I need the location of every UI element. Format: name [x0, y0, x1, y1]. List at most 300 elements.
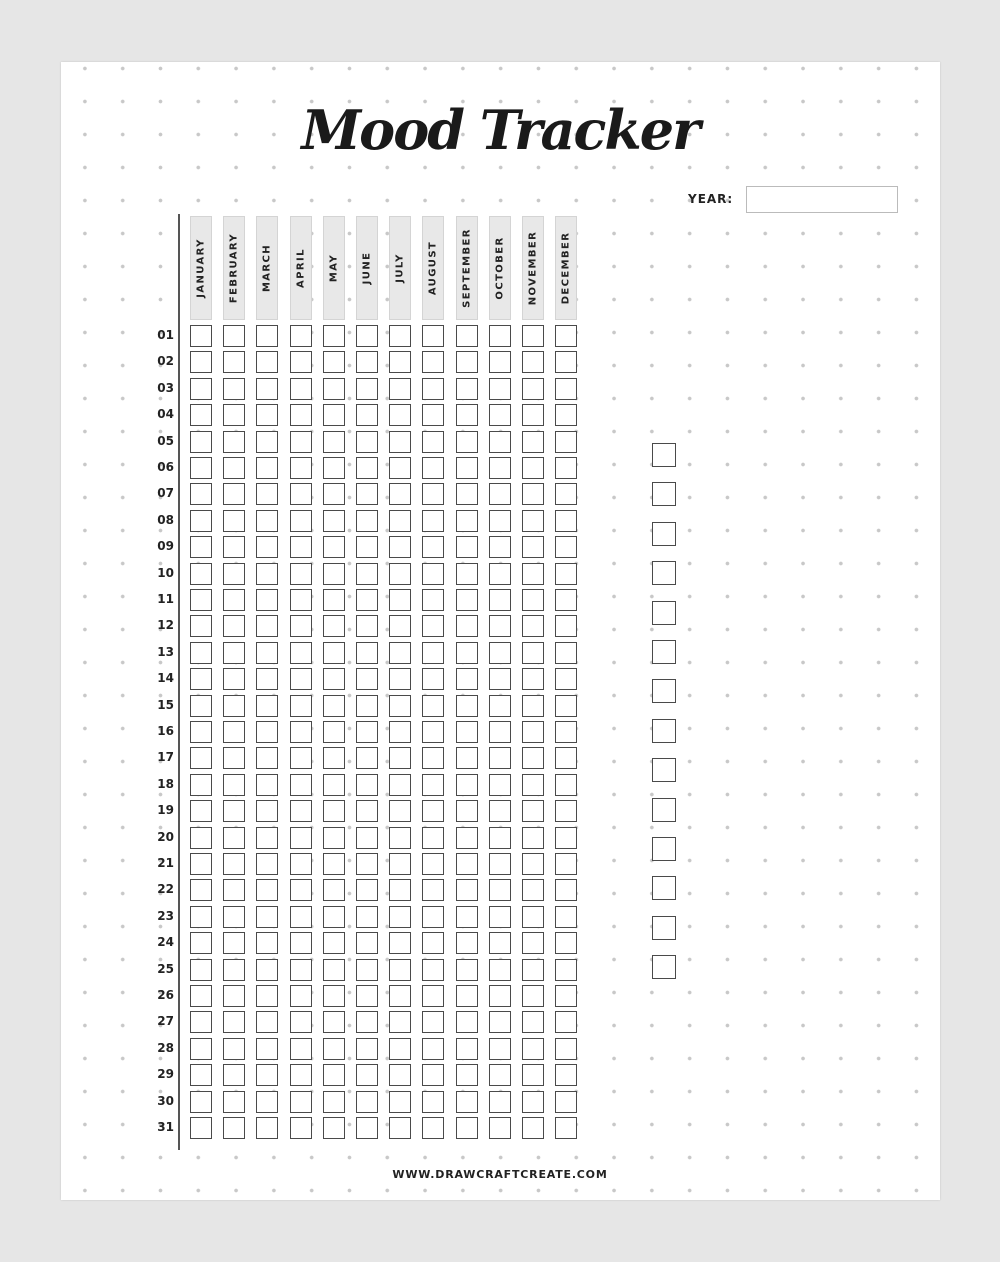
- mood-checkbox[interactable]: [422, 827, 444, 849]
- mood-checkbox[interactable]: [389, 932, 411, 954]
- mood-checkbox[interactable]: [323, 536, 345, 558]
- mood-checkbox[interactable]: [356, 615, 378, 637]
- mood-checkbox[interactable]: [456, 853, 478, 875]
- mood-checkbox[interactable]: [422, 906, 444, 928]
- mood-checkbox[interactable]: [223, 510, 245, 532]
- mood-checkbox[interactable]: [190, 853, 212, 875]
- mood-checkbox[interactable]: [223, 1117, 245, 1139]
- mood-checkbox[interactable]: [256, 378, 278, 400]
- mood-checkbox[interactable]: [356, 853, 378, 875]
- mood-checkbox[interactable]: [190, 325, 212, 347]
- mood-checkbox[interactable]: [489, 510, 511, 532]
- mood-checkbox[interactable]: [555, 853, 577, 875]
- mood-checkbox[interactable]: [555, 959, 577, 981]
- mood-checkbox[interactable]: [456, 510, 478, 532]
- mood-checkbox[interactable]: [290, 642, 312, 664]
- mood-checkbox[interactable]: [290, 457, 312, 479]
- mood-checkbox[interactable]: [555, 906, 577, 928]
- mood-checkbox[interactable]: [389, 827, 411, 849]
- mood-checkbox[interactable]: [290, 1064, 312, 1086]
- mood-checkbox[interactable]: [555, 378, 577, 400]
- mood-checkbox[interactable]: [256, 642, 278, 664]
- mood-checkbox[interactable]: [422, 774, 444, 796]
- mood-checkbox[interactable]: [190, 906, 212, 928]
- mood-checkbox[interactable]: [356, 1038, 378, 1060]
- mood-checkbox[interactable]: [256, 853, 278, 875]
- mood-checkbox[interactable]: [389, 1038, 411, 1060]
- mood-checkbox[interactable]: [389, 1091, 411, 1113]
- mood-checkbox[interactable]: [422, 457, 444, 479]
- mood-checkbox[interactable]: [290, 1011, 312, 1033]
- mood-checkbox[interactable]: [190, 879, 212, 901]
- mood-checkbox[interactable]: [190, 932, 212, 954]
- mood-checkbox[interactable]: [489, 325, 511, 347]
- mood-checkbox[interactable]: [422, 483, 444, 505]
- mood-checkbox[interactable]: [422, 563, 444, 585]
- mood-checkbox[interactable]: [356, 642, 378, 664]
- mood-checkbox[interactable]: [223, 985, 245, 1007]
- mood-checkbox[interactable]: [356, 879, 378, 901]
- legend-color-box[interactable]: [652, 798, 676, 822]
- mood-checkbox[interactable]: [256, 1011, 278, 1033]
- mood-checkbox[interactable]: [190, 378, 212, 400]
- mood-checkbox[interactable]: [456, 1011, 478, 1033]
- mood-checkbox[interactable]: [256, 510, 278, 532]
- mood-checkbox[interactable]: [256, 1091, 278, 1113]
- mood-checkbox[interactable]: [223, 721, 245, 743]
- mood-checkbox[interactable]: [456, 431, 478, 453]
- mood-checkbox[interactable]: [422, 351, 444, 373]
- mood-checkbox[interactable]: [422, 853, 444, 875]
- mood-checkbox[interactable]: [456, 959, 478, 981]
- legend-color-box[interactable]: [652, 679, 676, 703]
- mood-checkbox[interactable]: [489, 879, 511, 901]
- mood-checkbox[interactable]: [555, 457, 577, 479]
- mood-checkbox[interactable]: [190, 668, 212, 690]
- mood-checkbox[interactable]: [323, 378, 345, 400]
- mood-checkbox[interactable]: [456, 1091, 478, 1113]
- mood-checkbox[interactable]: [223, 747, 245, 769]
- mood-checkbox[interactable]: [323, 800, 345, 822]
- mood-checkbox[interactable]: [323, 879, 345, 901]
- mood-checkbox[interactable]: [223, 932, 245, 954]
- legend-color-box[interactable]: [652, 916, 676, 940]
- mood-checkbox[interactable]: [389, 563, 411, 585]
- mood-checkbox[interactable]: [356, 932, 378, 954]
- mood-checkbox[interactable]: [323, 1038, 345, 1060]
- mood-checkbox[interactable]: [190, 695, 212, 717]
- mood-checkbox[interactable]: [522, 1091, 544, 1113]
- mood-checkbox[interactable]: [256, 589, 278, 611]
- mood-checkbox[interactable]: [223, 1038, 245, 1060]
- mood-checkbox[interactable]: [422, 1011, 444, 1033]
- mood-checkbox[interactable]: [356, 536, 378, 558]
- mood-checkbox[interactable]: [190, 457, 212, 479]
- mood-checkbox[interactable]: [522, 457, 544, 479]
- mood-checkbox[interactable]: [389, 642, 411, 664]
- mood-checkbox[interactable]: [356, 1117, 378, 1139]
- mood-checkbox[interactable]: [456, 668, 478, 690]
- mood-checkbox[interactable]: [290, 906, 312, 928]
- mood-checkbox[interactable]: [489, 483, 511, 505]
- mood-checkbox[interactable]: [356, 589, 378, 611]
- mood-checkbox[interactable]: [223, 906, 245, 928]
- mood-checkbox[interactable]: [256, 536, 278, 558]
- mood-checkbox[interactable]: [456, 1038, 478, 1060]
- mood-checkbox[interactable]: [323, 853, 345, 875]
- mood-checkbox[interactable]: [223, 589, 245, 611]
- mood-checkbox[interactable]: [522, 563, 544, 585]
- mood-checkbox[interactable]: [555, 1038, 577, 1060]
- mood-checkbox[interactable]: [555, 747, 577, 769]
- mood-checkbox[interactable]: [223, 800, 245, 822]
- mood-checkbox[interactable]: [356, 510, 378, 532]
- mood-checkbox[interactable]: [256, 721, 278, 743]
- mood-checkbox[interactable]: [522, 747, 544, 769]
- mood-checkbox[interactable]: [223, 959, 245, 981]
- mood-checkbox[interactable]: [223, 774, 245, 796]
- mood-checkbox[interactable]: [256, 404, 278, 426]
- mood-checkbox[interactable]: [389, 879, 411, 901]
- mood-checkbox[interactable]: [422, 1091, 444, 1113]
- mood-checkbox[interactable]: [522, 800, 544, 822]
- mood-checkbox[interactable]: [389, 615, 411, 637]
- mood-checkbox[interactable]: [422, 589, 444, 611]
- mood-checkbox[interactable]: [456, 1064, 478, 1086]
- mood-checkbox[interactable]: [323, 906, 345, 928]
- mood-checkbox[interactable]: [190, 1091, 212, 1113]
- mood-checkbox[interactable]: [223, 1064, 245, 1086]
- mood-checkbox[interactable]: [356, 695, 378, 717]
- mood-checkbox[interactable]: [389, 774, 411, 796]
- mood-checkbox[interactable]: [190, 721, 212, 743]
- mood-checkbox[interactable]: [555, 536, 577, 558]
- mood-checkbox[interactable]: [356, 800, 378, 822]
- mood-checkbox[interactable]: [522, 483, 544, 505]
- mood-checkbox[interactable]: [256, 827, 278, 849]
- mood-checkbox[interactable]: [555, 721, 577, 743]
- mood-checkbox[interactable]: [290, 879, 312, 901]
- mood-checkbox[interactable]: [223, 853, 245, 875]
- mood-checkbox[interactable]: [356, 721, 378, 743]
- mood-checkbox[interactable]: [356, 959, 378, 981]
- mood-checkbox[interactable]: [256, 1117, 278, 1139]
- mood-checkbox[interactable]: [356, 747, 378, 769]
- mood-checkbox[interactable]: [356, 668, 378, 690]
- mood-checkbox[interactable]: [223, 431, 245, 453]
- mood-checkbox[interactable]: [323, 457, 345, 479]
- mood-checkbox[interactable]: [456, 1117, 478, 1139]
- mood-checkbox[interactable]: [290, 932, 312, 954]
- mood-checkbox[interactable]: [389, 985, 411, 1007]
- mood-checkbox[interactable]: [223, 642, 245, 664]
- mood-checkbox[interactable]: [422, 985, 444, 1007]
- mood-checkbox[interactable]: [190, 563, 212, 585]
- mood-checkbox[interactable]: [356, 378, 378, 400]
- mood-checkbox[interactable]: [522, 695, 544, 717]
- mood-checkbox[interactable]: [323, 563, 345, 585]
- mood-checkbox[interactable]: [190, 1117, 212, 1139]
- legend-color-box[interactable]: [652, 876, 676, 900]
- mood-checkbox[interactable]: [190, 1038, 212, 1060]
- mood-checkbox[interactable]: [489, 1064, 511, 1086]
- mood-checkbox[interactable]: [489, 615, 511, 637]
- mood-checkbox[interactable]: [489, 695, 511, 717]
- mood-checkbox[interactable]: [323, 932, 345, 954]
- mood-checkbox[interactable]: [356, 774, 378, 796]
- mood-checkbox[interactable]: [522, 774, 544, 796]
- mood-checkbox[interactable]: [456, 879, 478, 901]
- mood-checkbox[interactable]: [356, 325, 378, 347]
- mood-checkbox[interactable]: [323, 431, 345, 453]
- mood-checkbox[interactable]: [256, 985, 278, 1007]
- mood-checkbox[interactable]: [489, 457, 511, 479]
- mood-checkbox[interactable]: [290, 1091, 312, 1113]
- mood-checkbox[interactable]: [290, 378, 312, 400]
- mood-checkbox[interactable]: [190, 483, 212, 505]
- mood-checkbox[interactable]: [489, 1011, 511, 1033]
- mood-checkbox[interactable]: [522, 510, 544, 532]
- mood-checkbox[interactable]: [190, 351, 212, 373]
- mood-checkbox[interactable]: [489, 1091, 511, 1113]
- mood-checkbox[interactable]: [223, 404, 245, 426]
- mood-checkbox[interactable]: [389, 351, 411, 373]
- mood-checkbox[interactable]: [323, 747, 345, 769]
- mood-checkbox[interactable]: [489, 668, 511, 690]
- mood-checkbox[interactable]: [555, 827, 577, 849]
- mood-checkbox[interactable]: [422, 325, 444, 347]
- mood-checkbox[interactable]: [555, 642, 577, 664]
- mood-checkbox[interactable]: [456, 774, 478, 796]
- mood-checkbox[interactable]: [190, 589, 212, 611]
- mood-checkbox[interactable]: [323, 1011, 345, 1033]
- mood-checkbox[interactable]: [456, 589, 478, 611]
- mood-checkbox[interactable]: [323, 1117, 345, 1139]
- mood-checkbox[interactable]: [422, 378, 444, 400]
- mood-checkbox[interactable]: [290, 959, 312, 981]
- mood-checkbox[interactable]: [522, 589, 544, 611]
- mood-checkbox[interactable]: [323, 642, 345, 664]
- mood-checkbox[interactable]: [555, 589, 577, 611]
- mood-checkbox[interactable]: [456, 906, 478, 928]
- mood-checkbox[interactable]: [290, 668, 312, 690]
- mood-checkbox[interactable]: [456, 747, 478, 769]
- mood-checkbox[interactable]: [290, 325, 312, 347]
- mood-checkbox[interactable]: [356, 404, 378, 426]
- mood-checkbox[interactable]: [223, 536, 245, 558]
- mood-checkbox[interactable]: [456, 483, 478, 505]
- mood-checkbox[interactable]: [256, 615, 278, 637]
- mood-checkbox[interactable]: [389, 589, 411, 611]
- mood-checkbox[interactable]: [456, 642, 478, 664]
- mood-checkbox[interactable]: [223, 1011, 245, 1033]
- mood-checkbox[interactable]: [389, 747, 411, 769]
- mood-checkbox[interactable]: [522, 378, 544, 400]
- mood-checkbox[interactable]: [290, 615, 312, 637]
- mood-checkbox[interactable]: [456, 378, 478, 400]
- mood-checkbox[interactable]: [522, 985, 544, 1007]
- mood-checkbox[interactable]: [422, 747, 444, 769]
- mood-checkbox[interactable]: [522, 853, 544, 875]
- mood-checkbox[interactable]: [356, 985, 378, 1007]
- mood-checkbox[interactable]: [489, 932, 511, 954]
- mood-checkbox[interactable]: [522, 879, 544, 901]
- mood-checkbox[interactable]: [555, 404, 577, 426]
- mood-checkbox[interactable]: [290, 589, 312, 611]
- mood-checkbox[interactable]: [256, 1038, 278, 1060]
- mood-checkbox[interactable]: [489, 563, 511, 585]
- mood-checkbox[interactable]: [323, 351, 345, 373]
- mood-checkbox[interactable]: [489, 800, 511, 822]
- mood-checkbox[interactable]: [489, 642, 511, 664]
- mood-checkbox[interactable]: [356, 457, 378, 479]
- legend-color-box[interactable]: [652, 955, 676, 979]
- mood-checkbox[interactable]: [522, 1064, 544, 1086]
- mood-checkbox[interactable]: [389, 695, 411, 717]
- mood-checkbox[interactable]: [489, 906, 511, 928]
- mood-checkbox[interactable]: [522, 536, 544, 558]
- mood-checkbox[interactable]: [290, 563, 312, 585]
- mood-checkbox[interactable]: [389, 906, 411, 928]
- mood-checkbox[interactable]: [456, 325, 478, 347]
- mood-checkbox[interactable]: [190, 615, 212, 637]
- mood-checkbox[interactable]: [389, 457, 411, 479]
- mood-checkbox[interactable]: [389, 431, 411, 453]
- mood-checkbox[interactable]: [555, 483, 577, 505]
- mood-checkbox[interactable]: [456, 563, 478, 585]
- mood-checkbox[interactable]: [389, 853, 411, 875]
- mood-checkbox[interactable]: [190, 1011, 212, 1033]
- mood-checkbox[interactable]: [190, 1064, 212, 1086]
- mood-checkbox[interactable]: [256, 431, 278, 453]
- legend-color-box[interactable]: [652, 758, 676, 782]
- mood-checkbox[interactable]: [389, 325, 411, 347]
- mood-checkbox[interactable]: [356, 1064, 378, 1086]
- mood-checkbox[interactable]: [555, 774, 577, 796]
- mood-checkbox[interactable]: [555, 1117, 577, 1139]
- mood-checkbox[interactable]: [489, 959, 511, 981]
- mood-checkbox[interactable]: [190, 510, 212, 532]
- mood-checkbox[interactable]: [422, 404, 444, 426]
- mood-checkbox[interactable]: [389, 668, 411, 690]
- mood-checkbox[interactable]: [323, 959, 345, 981]
- mood-checkbox[interactable]: [290, 985, 312, 1007]
- mood-checkbox[interactable]: [256, 563, 278, 585]
- mood-checkbox[interactable]: [223, 378, 245, 400]
- mood-checkbox[interactable]: [323, 615, 345, 637]
- mood-checkbox[interactable]: [256, 747, 278, 769]
- mood-checkbox[interactable]: [489, 351, 511, 373]
- mood-checkbox[interactable]: [489, 747, 511, 769]
- mood-checkbox[interactable]: [256, 668, 278, 690]
- mood-checkbox[interactable]: [323, 668, 345, 690]
- mood-checkbox[interactable]: [323, 1064, 345, 1086]
- mood-checkbox[interactable]: [356, 483, 378, 505]
- mood-checkbox[interactable]: [223, 668, 245, 690]
- mood-checkbox[interactable]: [555, 615, 577, 637]
- mood-checkbox[interactable]: [256, 879, 278, 901]
- legend-color-box[interactable]: [652, 640, 676, 664]
- mood-checkbox[interactable]: [290, 827, 312, 849]
- mood-checkbox[interactable]: [522, 642, 544, 664]
- mood-checkbox[interactable]: [389, 483, 411, 505]
- mood-checkbox[interactable]: [256, 457, 278, 479]
- mood-checkbox[interactable]: [356, 1011, 378, 1033]
- mood-checkbox[interactable]: [356, 1091, 378, 1113]
- mood-checkbox[interactable]: [223, 351, 245, 373]
- mood-checkbox[interactable]: [422, 879, 444, 901]
- mood-checkbox[interactable]: [555, 668, 577, 690]
- mood-checkbox[interactable]: [223, 827, 245, 849]
- mood-checkbox[interactable]: [323, 985, 345, 1007]
- mood-checkbox[interactable]: [190, 642, 212, 664]
- mood-checkbox[interactable]: [256, 1064, 278, 1086]
- mood-checkbox[interactable]: [290, 721, 312, 743]
- mood-checkbox[interactable]: [422, 431, 444, 453]
- mood-checkbox[interactable]: [256, 774, 278, 796]
- legend-color-box[interactable]: [652, 443, 676, 467]
- mood-checkbox[interactable]: [555, 800, 577, 822]
- mood-checkbox[interactable]: [223, 1091, 245, 1113]
- mood-checkbox[interactable]: [522, 431, 544, 453]
- mood-checkbox[interactable]: [290, 404, 312, 426]
- mood-checkbox[interactable]: [256, 959, 278, 981]
- mood-checkbox[interactable]: [489, 1117, 511, 1139]
- mood-checkbox[interactable]: [422, 510, 444, 532]
- mood-checkbox[interactable]: [489, 536, 511, 558]
- mood-checkbox[interactable]: [522, 1038, 544, 1060]
- mood-checkbox[interactable]: [555, 1064, 577, 1086]
- mood-checkbox[interactable]: [389, 404, 411, 426]
- mood-checkbox[interactable]: [323, 483, 345, 505]
- mood-checkbox[interactable]: [555, 325, 577, 347]
- mood-checkbox[interactable]: [323, 721, 345, 743]
- mood-checkbox[interactable]: [522, 404, 544, 426]
- mood-checkbox[interactable]: [422, 959, 444, 981]
- mood-checkbox[interactable]: [323, 510, 345, 532]
- mood-checkbox[interactable]: [422, 1117, 444, 1139]
- mood-checkbox[interactable]: [389, 536, 411, 558]
- mood-checkbox[interactable]: [522, 827, 544, 849]
- legend-color-box[interactable]: [652, 719, 676, 743]
- mood-checkbox[interactable]: [256, 906, 278, 928]
- mood-checkbox[interactable]: [489, 589, 511, 611]
- legend-color-box[interactable]: [652, 522, 676, 546]
- mood-checkbox[interactable]: [323, 774, 345, 796]
- mood-checkbox[interactable]: [290, 853, 312, 875]
- mood-checkbox[interactable]: [522, 351, 544, 373]
- mood-checkbox[interactable]: [555, 351, 577, 373]
- mood-checkbox[interactable]: [456, 721, 478, 743]
- mood-checkbox[interactable]: [190, 774, 212, 796]
- mood-checkbox[interactable]: [555, 510, 577, 532]
- mood-checkbox[interactable]: [456, 404, 478, 426]
- mood-checkbox[interactable]: [522, 1011, 544, 1033]
- mood-checkbox[interactable]: [456, 800, 478, 822]
- mood-checkbox[interactable]: [489, 431, 511, 453]
- mood-checkbox[interactable]: [256, 800, 278, 822]
- mood-checkbox[interactable]: [190, 985, 212, 1007]
- mood-checkbox[interactable]: [256, 351, 278, 373]
- mood-checkbox[interactable]: [422, 695, 444, 717]
- mood-checkbox[interactable]: [389, 959, 411, 981]
- mood-checkbox[interactable]: [522, 721, 544, 743]
- mood-checkbox[interactable]: [489, 774, 511, 796]
- mood-checkbox[interactable]: [555, 932, 577, 954]
- mood-checkbox[interactable]: [223, 483, 245, 505]
- mood-checkbox[interactable]: [456, 932, 478, 954]
- mood-checkbox[interactable]: [323, 589, 345, 611]
